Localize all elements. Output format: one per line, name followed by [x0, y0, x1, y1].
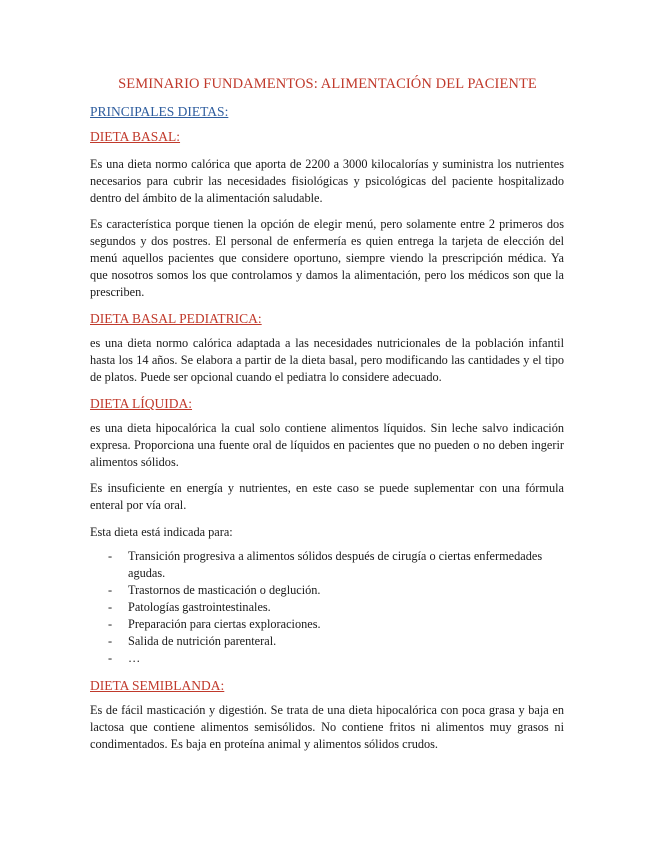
dieta-basal-paragraph-2: Es característica porque tienen la opción de elegir menú, pero solamente entre 2 primeros dos segundos y dos postres. El personal de enfermería es quien entrega la tarjeta de elección del menú aquellos pacientes que considere oportuno, siempre viendo la prescripción médica. Ya que nosotros somos los que controlamos y damos la alimentación, pero los médicos son que la prescriben.: [90, 217, 564, 299]
dieta-basal-heading: DIETA BASAL:: [90, 129, 181, 144]
dash-bullet: -: [108, 634, 113, 648]
dash-bullet: -: [108, 617, 113, 631]
dieta-liquida-heading: DIETA LÍQUIDA:: [90, 396, 193, 411]
list-item: [90, 548, 564, 582]
list-item: [90, 633, 564, 650]
list-item: [90, 599, 564, 616]
dash-bullet: -: [108, 549, 113, 563]
dieta-basal-paragraph-1: Es una dieta normo calórica que aporta de 2200 a 3000 kilocalorías y suministra los nutrientes necesarios para cubrir las necesidades fisiológicas y psicológicas del paciente hospitalizado dentro del ámbito de la alimentación saludable.: [90, 157, 564, 205]
list-item-text: Patologías gastrointestinales.: [128, 600, 271, 614]
list-item-text: Transición progresiva a alimentos sólidos después de cirugía o ciertas enfermedades agudas.: [128, 549, 543, 580]
list-item: [90, 650, 564, 667]
list-item-text: Preparación para ciertas exploraciones.: [128, 617, 321, 631]
indicaciones-list: [90, 548, 564, 667]
dieta-liquida-paragraph-1: es una dieta hipocalórica la cual solo contiene alimentos líquidos. Sin leche salvo indicación expresa. Proporciona una fuente oral de líquidos en pacientes que no pueden o no deben ingerir alimentos sólidos.: [90, 421, 564, 469]
list-item-text: Trastornos de masticación o deglución.: [128, 583, 321, 597]
dieta-pediatrica-paragraph: es una dieta normo calórica adaptada a las necesidades nutricionales de la población infantil hasta los 14 años. Se elabora a partir de la dieta basal, pero modificando las cantidades y el tipo de platos. Puede ser opcional cuando el pediatra lo considere adecuado.: [90, 336, 564, 384]
dieta-semiblanda-heading: DIETA SEMIBLANDA:: [90, 678, 225, 693]
list-item: [90, 582, 564, 599]
list-item-text: Salida de nutrición parenteral.: [128, 634, 277, 648]
dieta-liquida-paragraph-2: Es insuficiente en energía y nutrientes, en este caso se puede suplementar con una fórmula enteral por vía oral.: [90, 481, 564, 512]
dash-bullet: -: [108, 651, 113, 665]
list-item-text: …: [128, 651, 141, 665]
dieta-semiblanda-paragraph: Es de fácil masticación y digestión. Se trata de una dieta hipocalórica con poca grasa y baja en lactosa que contiene alimentos semisólidos. No contiene fritos ni alimentos muy grasos ni condimentados. Es baja en proteína animal y alimentos sólidos crudos.: [90, 703, 564, 751]
principales-dietas-heading: PRINCIPALES DIETAS:: [90, 104, 229, 119]
dieta-liquida-paragraph-3: Esta dieta está indicada para:: [90, 525, 233, 539]
document-title: SEMINARIO FUNDAMENTOS: ALIMENTACIÓN DEL PACIENTE: [118, 76, 537, 92]
dash-bullet: -: [108, 600, 113, 614]
list-item: [90, 616, 564, 633]
dieta-basal-pediatrica-heading: DIETA BASAL PEDIATRICA:: [90, 311, 262, 326]
dash-bullet: -: [108, 583, 113, 597]
